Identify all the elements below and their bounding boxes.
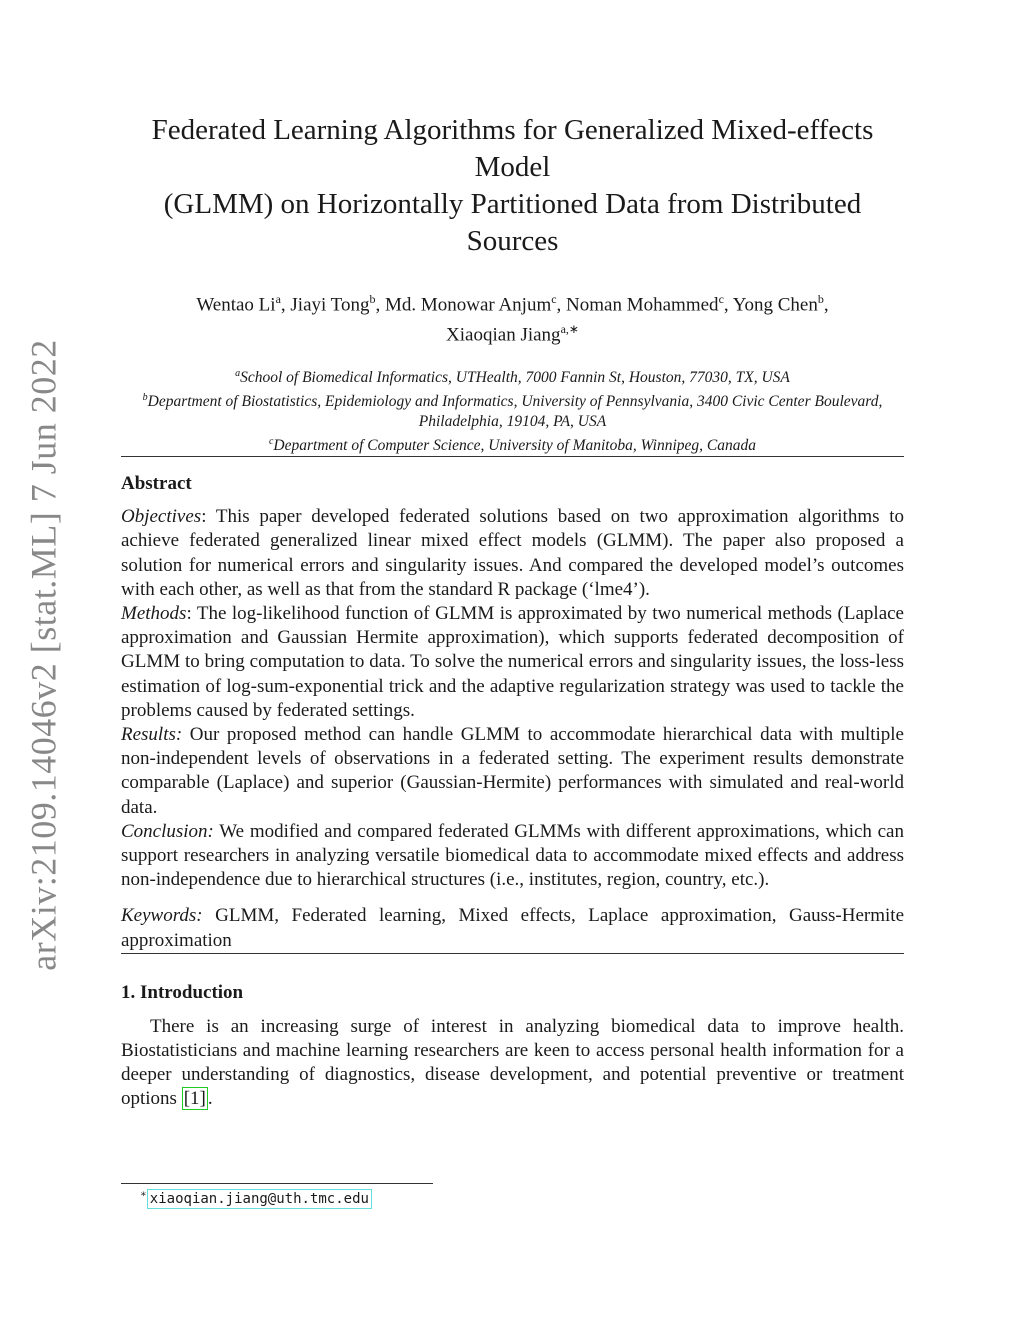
author-name: Xiaoqian Jiang (446, 324, 561, 346)
intro-text-end: . (207, 1088, 213, 1110)
conclusion-text: We modified and compared federated GLMMs with different approximations, which can support researchers in analyzing versatile biomedical data to accommodate mixed effects and address non-independence due to hierarchical structures (i.e., institutes, region, country, etc.). (121, 820, 904, 891)
abstract-top-rule (121, 456, 904, 457)
title-line-1: Federated Learning Algorithms for Generalized Mixed-effects Model (151, 114, 874, 183)
author-name: Jiayi Tong (290, 294, 370, 316)
footnote-mark: ∗ (140, 1189, 147, 1200)
affiliation-sup: a (235, 367, 241, 379)
conclusion-label: Conclusion: (121, 820, 214, 842)
author-name: Noman Mohammed (566, 294, 719, 316)
affiliation-text: Department of Biostatistics, Epidemiology and Informatics, University of Pennsylvania, 3400 Civic Center Boulevard, Philadelphia, 19104, PA, USA (147, 392, 883, 430)
abstract-methods (121, 602, 904, 723)
results-text: Our proposed method can handle GLMM to accommodate hierarchical data with multiple non-independent levels of observations in a federated setting. The experiment results demonstrate comparable (Laplace) and superior (Gaussian-Hermite) performances with simulated and real-world data. (121, 723, 904, 818)
author-name: Wentao Li (196, 294, 276, 316)
title-line-3: Sources (466, 225, 559, 257)
affiliation-b (121, 388, 904, 432)
abstract-conclusion (121, 820, 904, 893)
methods-label: Methods (121, 602, 187, 624)
paper-title (121, 112, 904, 260)
affiliation-text: School of Biomedical Informatics, UTHealth, 7000 Fannin St, Houston, 77030, TX, USA (240, 368, 790, 386)
intro-paragraph (121, 1015, 904, 1112)
author-sup: a,∗ (560, 322, 579, 337)
author-sup: b (369, 292, 376, 306)
paper-page (121, 112, 904, 1112)
methods-text: : The log-likelihood function of GLMM is approximated by two numerical methods (Laplace approximation and Gaussian Hermite approximation), which supports federated decomposition of GLMM to bring computation to data. To solve the numerical errors and singularity issues, the loss-less estimation of log-sum-exponential trick and the adaptive regularization strategy was used to tackle the problems caused by federated settings. (121, 602, 904, 721)
results-label: Results: (121, 723, 183, 745)
footnote (140, 1189, 372, 1207)
intro-heading: 1. Introduction (121, 981, 244, 1003)
author-sup: b (817, 292, 824, 306)
abstract-section (121, 471, 904, 953)
arxiv-sidebar (22, 339, 66, 971)
intro-text: There is an increasing surge of interest in analyzing biomedical data to improve health. Biostatisticians and machine learning researchers are keen to access personal health information for a deeper understanding of diagnostics, disease development, and potential preventive or treatment options (121, 1015, 904, 1110)
abstract-results (121, 723, 904, 820)
author-name: Yong Chen (732, 294, 818, 316)
keywords-label: Keywords: (121, 905, 203, 927)
keywords-text: GLMM, Federated learning, Mixed effects, Laplace approximation, Gauss-Hermite approximation (121, 905, 904, 951)
author-sup: a (275, 292, 281, 306)
affiliation-sup: c (268, 435, 274, 447)
author-name: Md. Monowar Anjum (384, 294, 552, 316)
author-sup: c (551, 292, 557, 306)
author-sup: c (718, 292, 724, 306)
author-list: Wentao Li$^a$, Jiayi Tong$^b$, Md. Monowar Anjum$^c$, Noman Mohammed$^c$, Yong Chen$^b$, Xiaoqian Jiang$^{a,∗}$ (196, 292, 829, 346)
affiliation-c (121, 432, 904, 456)
affiliation-text: Department of Computer Science, University of Manitoba, Winnipeg, Canada (273, 437, 757, 455)
objectives-label: Objectives (121, 506, 202, 528)
objectives-text: : This paper developed federated solutions based on two approximation algorithms to achieve federated generalized linear mixed effect models (GLMM). The paper also proposed a solution for numerical errors and singularity issues. And compared the developed model’s outcomes with each other, as well as that from the standard R package (‘lme4’). (121, 506, 904, 600)
email-link[interactable]: xiaoqian.jiang@uth.tmc.edu (147, 1189, 372, 1209)
affiliation-a (121, 364, 904, 388)
arxiv-id: arXiv:2109.14046v2 [stat.ML] 7 Jun 2022 (24, 339, 65, 971)
abstract-objectives (121, 505, 904, 602)
abstract-keywords (121, 904, 904, 952)
abstract-heading: Abstract (121, 473, 192, 495)
footnote-rule (121, 1183, 433, 1184)
affiliation-sup: b (142, 391, 148, 403)
title-line-2: (GLMM) on Horizontally Partitioned Data from Distributed (163, 188, 862, 220)
citation-link[interactable]: [1] (183, 1088, 206, 1110)
affiliations (121, 364, 904, 456)
abstract-bottom-rule (121, 953, 904, 954)
